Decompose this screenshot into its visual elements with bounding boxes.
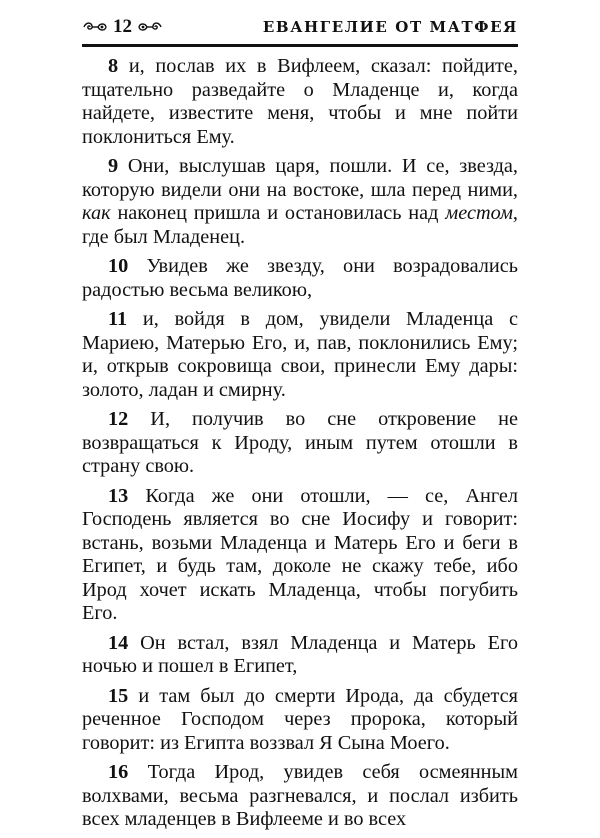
running-title: ЕВАНГЕЛИЕ ОТ МАТФЕЯ (262, 18, 518, 36)
verse-8 (82, 55, 518, 149)
page-header (82, 14, 518, 47)
verse-11 (82, 308, 518, 402)
verse-number: 9 (108, 155, 119, 177)
verse-text-italic: местом (445, 202, 513, 224)
verse-text: и там был до смерти Ирода, да сбудется реченное Господом через пророка, который говорит: из Египта воззвал Я Сына Моего. (82, 684, 518, 754)
verse-10 (82, 255, 518, 302)
verse-number: 11 (108, 308, 128, 330)
verse-number: 12 (108, 408, 129, 430)
verse-text: и, послав их в Вифлеем, сказал: пойдите, тщательно разведайте о Младенце и, когда найдете, известите меня, чтобы и мне пойти поклониться Ему. (82, 55, 518, 148)
verse-number: 10 (108, 255, 129, 277)
book-page (82, 14, 518, 838)
verse-text-italic: как (82, 202, 111, 224)
verse-9 (82, 155, 518, 249)
page-number-group (82, 16, 163, 38)
verse-12 (82, 408, 518, 479)
verse-text: , где был Младенец. (82, 202, 518, 248)
floral-ornament-icon (82, 20, 108, 34)
verse-16 (82, 761, 518, 832)
verse-number: 14 (108, 631, 129, 654)
verse-15 (82, 685, 518, 756)
verse-number: 13 (108, 484, 129, 507)
verse-text: И, получив во сне откровение не возвращаться к Ироду, иным путем отошли в страну свою. (82, 408, 518, 477)
verse-list (82, 55, 518, 832)
verse-text: Он встал, взял Младенца и Матерь Его ночью и пошел в Египет, (82, 631, 518, 677)
verse-text: Тогда Ирод, увидев себя осмеянным волхвами, весьма разгневался, и послал избить всех младенцев в Вифлееме и во всех (82, 761, 518, 830)
verse-text: наконец пришла и остановилась над (117, 202, 439, 224)
verse-13 (82, 485, 518, 626)
verse-number: 15 (108, 684, 129, 707)
verse-text: и, войдя в дом, увидели Младенца с Мариею, Матерью Его, и, пав, поклонились Ему; и, открыв сокровища свои, принесли Ему дары: золото, ладан и смирну. (82, 308, 518, 401)
verse-14 (82, 632, 518, 679)
verse-text: Увидев же звезду, они возрадовались радостью весьма великою, (82, 255, 519, 301)
verse-number: 16 (108, 761, 129, 783)
page-number: 12 (113, 16, 132, 37)
verse-text: Они, выслушав царя, пошли. И се, звезда, которую видели они на востоке, шла перед ними, (82, 155, 518, 201)
verse-text: Когда же они отошли, — се, Ангел Господень является во сне Иосифу и говорит: встань, возьми Младенца и Матерь Его и беги в Египет, и будь там, доколе не скажу тебе, ибо Ирод хочет искать Младенца, чтобы погубить Его. (82, 484, 518, 624)
floral-ornament-icon (137, 20, 163, 34)
verse-number: 8 (108, 55, 119, 77)
